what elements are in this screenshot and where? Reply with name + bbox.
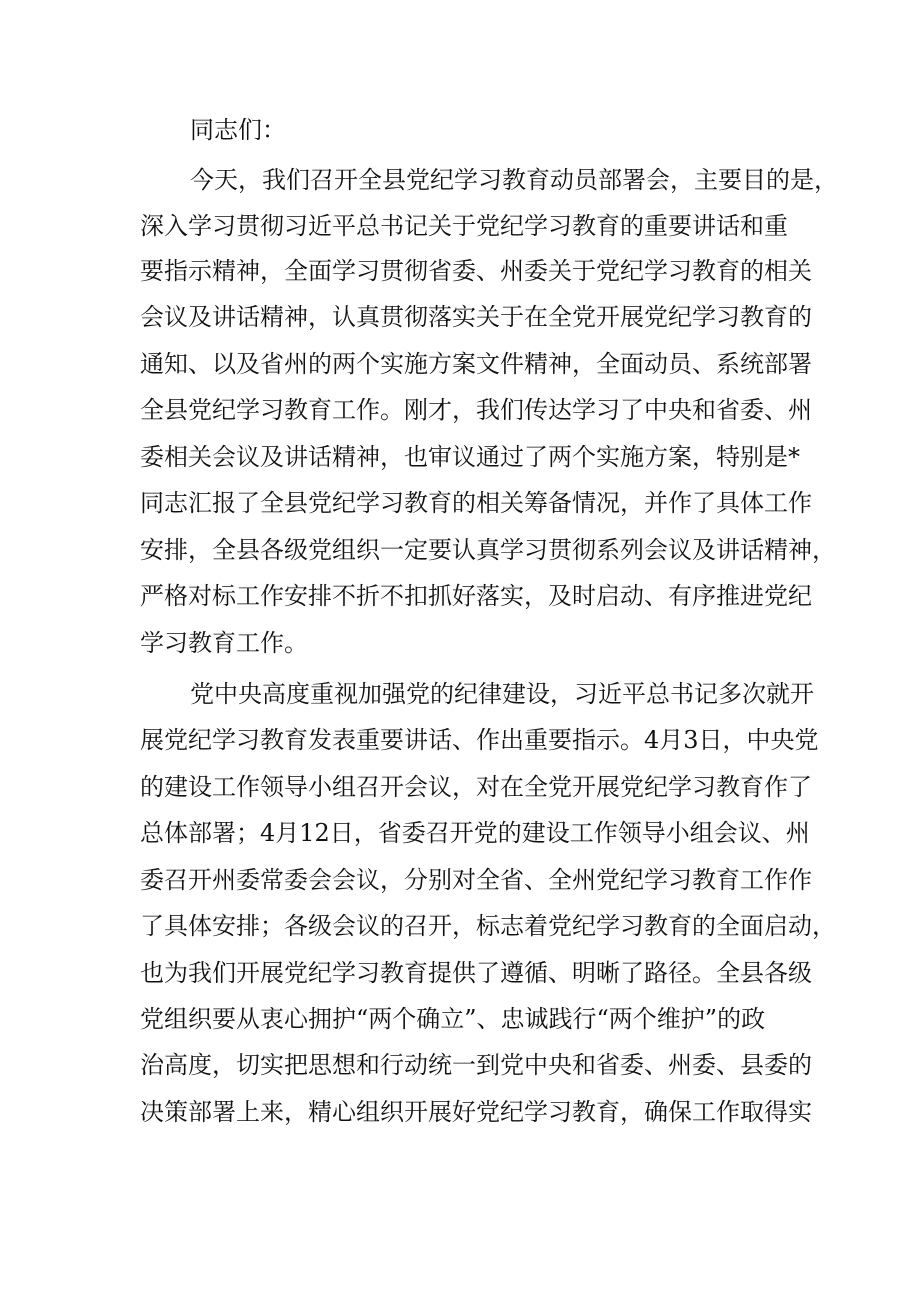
paragraph-2-line-7: 也为我们开展党纪学习教育提供了遵循、明晰了路径。全县各级: [140, 959, 812, 987]
salutation: 同志们：: [190, 116, 286, 144]
paragraph-2-line-9: 治高度，切实把思想和行动统一到党中央和省委、州委、县委的: [140, 1051, 812, 1079]
paragraph-2-line-1: 党中央高度重视加强党的纪律建设，习近平总书记多次就开: [190, 680, 814, 708]
paragraph-1-line-9: 安排，全县各级党组织一定要认真学习贯彻系列会议及讲话精神，: [140, 536, 836, 564]
paragraph-1-line-2: 深入学习贯彻习近平总书记关于党纪学习教育的重要讲话和重: [140, 212, 788, 240]
paragraph-2-line-2: 展党纪学习教育发表重要讲话、作出重要指示。4月3日，中央党: [140, 726, 819, 754]
paragraph-1-line-4: 会议及讲话精神，认真贯彻落实关于在全党开展党纪学习教育的: [140, 303, 812, 331]
paragraph-2-line-5: 委召开州委常委会会议，分别对全省、全州党纪学习教育工作作: [140, 866, 812, 894]
paragraph-2-line-10: 决策部署上来，精心组织开展好党纪学习教育，确保工作取得实: [140, 1098, 812, 1126]
paragraph-2-line-8: 党组织要从衷心拥护“两个确立”、忠诚践行“两个维护”的政: [140, 1005, 766, 1033]
paragraph-1-line-5: 通知、以及省州的两个实施方案文件精神，全面动员、系统部署: [140, 350, 812, 378]
paragraph-1-line-8: 同志汇报了全县党纪学习教育的相关筹备情况，并作了具体工作: [140, 489, 812, 517]
paragraph-1-line-11: 学习教育工作。: [140, 629, 308, 657]
paragraph-2-line-3: 的建设工作领导小组召开会议，对在全党开展党纪学习教育作了: [140, 773, 812, 801]
paragraph-1-line-7: 委相关会议及讲话精神，也审议通过了两个实施方案，特别是*: [140, 443, 800, 471]
paragraph-1-line-6: 全县党纪学习教育工作。刚才，我们传达学习了中央和省委、州: [140, 396, 812, 424]
paragraph-1-line-1: 今天，我们召开全县党纪学习教育动员部署会，主要目的是，: [190, 166, 838, 194]
paragraph-2-line-6: 了具体安排；各级会议的召开，标志着党纪学习教育的全面启动，: [140, 912, 836, 940]
paragraph-1-line-3: 要指示精神，全面学习贯彻省委、州委关于党纪学习教育的相关: [140, 257, 812, 285]
paragraph-1-line-10: 严格对标工作安排不折不扣抓好落实，及时启动、有序推进党纪: [140, 582, 812, 610]
paragraph-2-line-4: 总体部署；4月12日，省委召开党的建设工作领导小组会议、州: [140, 819, 810, 847]
